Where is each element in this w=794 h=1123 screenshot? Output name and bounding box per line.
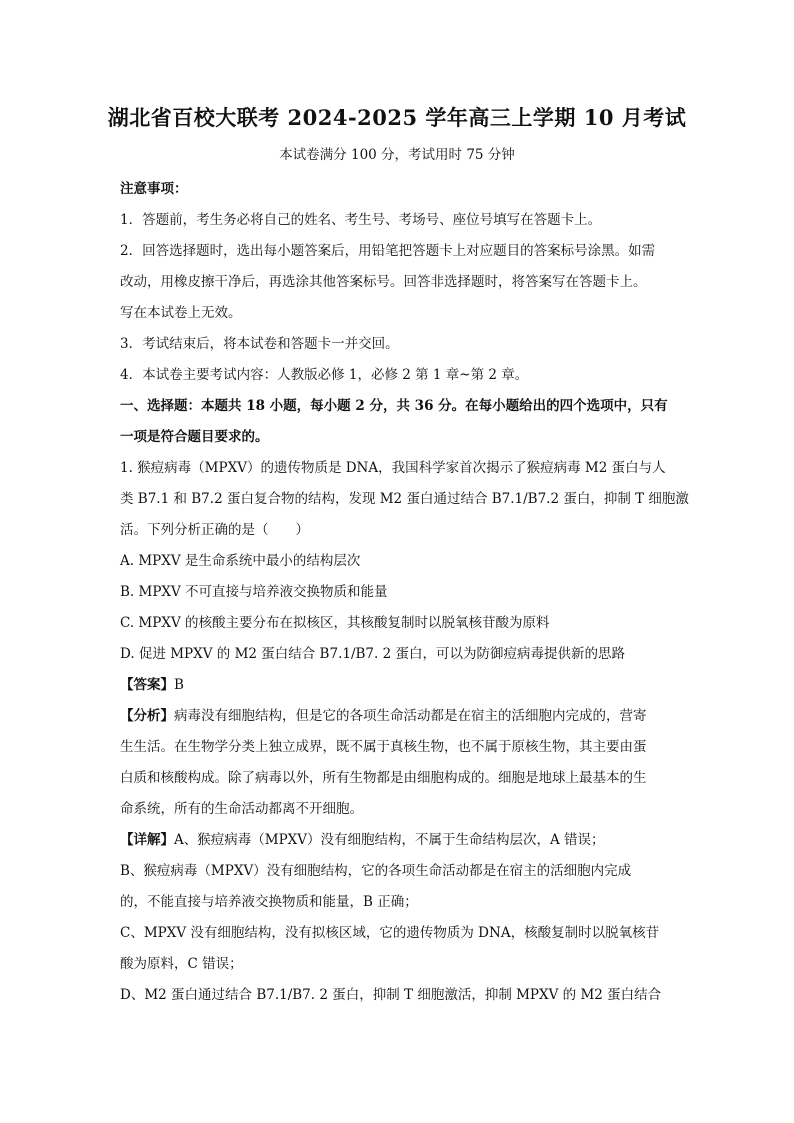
detail-line-5: 酸为原料，C 错误； bbox=[120, 956, 243, 972]
option-d: D. 促进 MPXV 的 M2 蛋白结合 B7.1/B7. 2 蛋白，可以为防御痘病毒提供新的思路 bbox=[120, 646, 625, 662]
question-1-line-3: 活。下列分析正确的是（ ） bbox=[120, 522, 309, 538]
page-subtitle: 本试卷满分 100 分，考试用时 75 分钟 bbox=[279, 147, 515, 163]
analysis-label: 【分析】 bbox=[120, 708, 174, 724]
analysis-line-3: 白质和核酸构成。除了病毒以外，所有生物都是由细胞构成的。细胞是地球上最基本的生 bbox=[120, 770, 647, 786]
analysis-text-1: 病毒没有细胞结构，但是它的各项生命活动都是在宿主的活细胞内完成的，营寄 bbox=[174, 708, 647, 724]
detail-text-1: A、猴痘病毒（MPXV）没有细胞结构，不属于生命结构层次，A 错误； bbox=[174, 832, 605, 848]
notice-item-2-line-2: 改动，用橡皮擦干净后，再选涂其他答案标号。回答非选择题时，将答案写在答题卡上。 bbox=[120, 274, 647, 290]
detail-line-6: D、M2 蛋白通过结合 B7.1/B7. 2 蛋白，抑制 T 细胞激活，抑制 MPXV 的 M2 蛋白结合 bbox=[120, 987, 662, 1003]
answer-value: B bbox=[174, 677, 184, 693]
detail-line-3: 的，不能直接与培养液交换物质和能量，B 正确； bbox=[120, 894, 418, 910]
detail-line-1 bbox=[120, 825, 680, 856]
detail-label: 【详解】 bbox=[120, 832, 174, 848]
option-b: B. MPXV 不可直接与培养液交换物质和能量 bbox=[120, 584, 388, 600]
analysis-line-4: 命系统，所有的生命活动都离不开细胞。 bbox=[120, 801, 363, 817]
notice-item-2-line-1: 2．回答选择题时，选出每小题答案后，用铅笔把答题卡上对应题目的答案标号涂黑。如需 bbox=[120, 243, 656, 259]
notice-item-2-line-3: 写在本试卷上无效。 bbox=[120, 305, 242, 321]
analysis-line-1 bbox=[120, 701, 680, 732]
option-c: C. MPXV 的核酸主要分布在拟核区，其核酸复制时以脱氧核苷酸为原料 bbox=[120, 615, 550, 631]
option-a: A. MPXV 是生命系统中最小的结构层次 bbox=[120, 553, 361, 569]
detail-line-4: C、MPXV 没有细胞结构，没有拟核区域，它的遗传物质为 DNA，核酸复制时以脱氧核苷 bbox=[120, 925, 660, 941]
notice-item-3: 3．考试结束后，将本试卷和答题卡一并交回。 bbox=[120, 336, 399, 352]
page-title: 湖北省百校大联考 2024-2025 学年高三上学期 10 月考试 bbox=[107, 105, 687, 130]
notice-item-4: 4．本试卷主要考试内容：人教版必修 1，必修 2 第 1 章~第 2 章。 bbox=[120, 367, 529, 383]
answer-label: 【答案】 bbox=[120, 677, 174, 693]
question-1-line-1: 1. 猴痘病毒（MPXV）的遗传物质是 DNA，我国科学家首次揭示了猴痘病毒 M2 蛋白与人 bbox=[120, 460, 666, 476]
section-heading-line-1: 一、选择题：本题共 18 小题，每小题 2 分，共 36 分。在每小题给出的四个选项中，只有 bbox=[120, 398, 668, 414]
notice-item-1: 1．答题前，考生务必将自己的姓名、考生号、考场号、座位号填写在答题卡上。 bbox=[120, 212, 602, 228]
detail-line-2: B、猴痘病毒（MPXV）没有细胞结构，它的各项生命活动都是在宿主的活细胞内完成 bbox=[120, 863, 632, 879]
section-heading-line-2: 一项是符合题目要求的。 bbox=[120, 429, 269, 445]
question-1-line-2: 类 B7.1 和 B7.2 蛋白复合物的结构，发现 M2 蛋白通过结合 B7.1/B7.2 蛋白，抑制 T 细胞激 bbox=[120, 491, 689, 507]
notice-heading: 注意事项： bbox=[120, 181, 188, 197]
analysis-line-2: 生生活。在生物学分类上独立成界，既不属于真核生物，也不属于原核生物，其主要由蛋 bbox=[120, 739, 647, 755]
document-body bbox=[120, 174, 689, 1011]
answer-line bbox=[120, 670, 680, 701]
